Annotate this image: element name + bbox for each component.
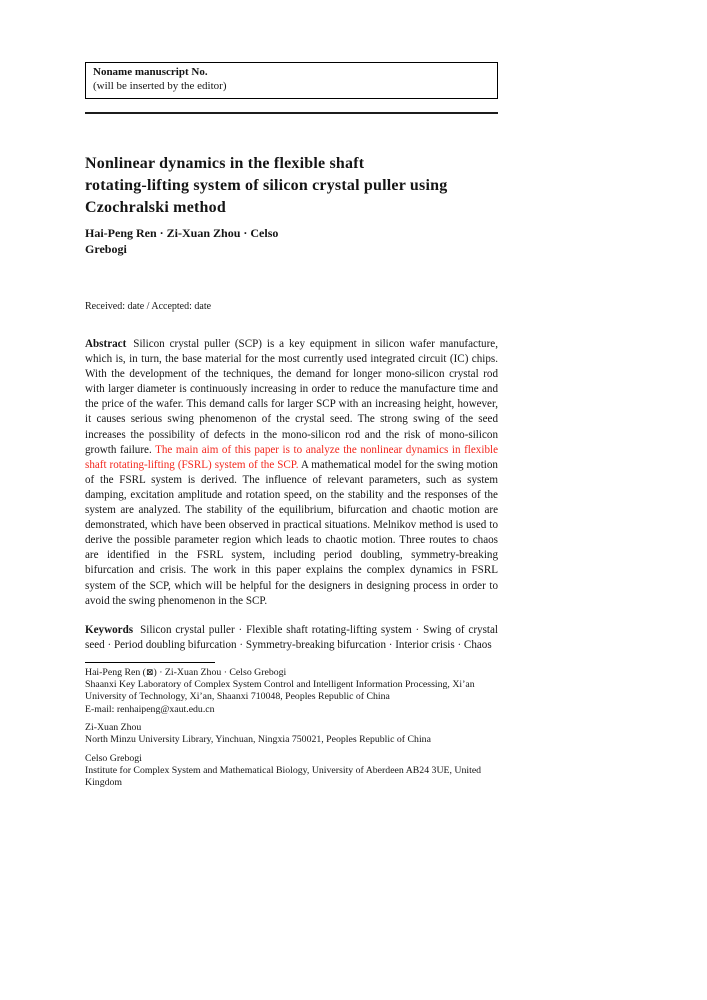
footnote-affiliation: Shaanxi Key Laboratory of Complex System Control and Intelligent Information Processing, Xi’an University of Technology, Xi’an, Shaanxi 710048, Peoples Republic of China <box>85 679 475 703</box>
author-names <box>85 226 498 257</box>
footnote-affiliation: Institute for Complex System and Mathematical Biology, University of Aberdeen AB24 3UE, United Kingdom <box>85 764 482 789</box>
footnotes <box>85 666 498 790</box>
footnote-author-names: Zi-Xuan Zhou <box>85 722 142 734</box>
manuscript-number-line: Noname manuscript No. <box>93 66 208 78</box>
abstract-label: Abstract <box>85 338 127 350</box>
footnote-rule <box>85 662 215 663</box>
footnote-email: E-mail: renhaipeng@xaut.edu.cn <box>85 703 215 715</box>
footnote-author-names: ) · Zi-Xuan Zhou · Celso Grebogi <box>153 666 287 678</box>
author-names-line: Hai-Peng Ren · Zi-Xuan Zhou · Celso <box>85 226 279 240</box>
footnote-author-names: Celso Grebogi <box>85 752 142 764</box>
keywords-section <box>85 623 498 653</box>
editor-note-line: (will be inserted by the editor) <box>93 79 227 92</box>
text-column <box>85 0 498 790</box>
author-names-line: Grebogi <box>85 241 127 256</box>
title-line: rotating-lifting system of silicon crystal puller using <box>85 177 448 194</box>
footnote-corresponding-author <box>85 666 498 716</box>
manuscript-header-box <box>85 62 498 99</box>
title-line: Czochralski method <box>85 199 226 216</box>
footnote-affiliation: North Minzu University Library, Yinchuan, Ningxia 750021, Peoples Republic of China <box>85 734 431 746</box>
footnote-author-line <box>85 666 498 679</box>
paper-title <box>85 153 498 219</box>
received-accepted-line: Received: date / Accepted: date <box>85 301 212 312</box>
keywords-label: Keywords <box>85 623 134 636</box>
title-line: Nonlinear dynamics in the flexible shaft <box>85 155 365 172</box>
footnote-author-3 <box>85 753 498 790</box>
header-rule <box>85 112 498 114</box>
envelope-icon: ⊠ <box>145 666 154 677</box>
keywords-text: Silicon crystal puller · Flexible shaft rotating-lifting system · Swing of crystal seed · Period doubling bifurcation · Symmetry-breaking bifurcation · Interior crisis · Chaos <box>85 623 498 651</box>
abstract-text-part1: Silicon crystal puller (SCP) is a key equipment in silicon wafer manufacture, which is, in turn, the base material for the most currently used integrated circuit (IC) chips. With the development of the techniques, the demand for longer mono-silicon crystal rod with larger diameter is continuously increasing in order to reduce the manufacture time and the price of the wafer. This demand calls for larger SCP with an increasing height, however, it causes serious swing phenomenon of the crystal seed. The strong swing of the seed increases the possibility of defects in the mono-silicon rod and the risk of mono-silicon growth failure. <box>85 338 498 456</box>
abstract-highlighted-sentence: The main aim of this paper is to analyze the nonlinear dynamics in flexible shaft rotating-lifting (FSRL) system of the SCP. <box>85 443 498 471</box>
abstract-text-part2: A mathematical model for the swing motion of the FSRL system is derived. The influence of relevant parameters, such as system damping, excitation amplitude and rotation speed, on the stability and the responses of the system are analyzed. The stability of the equilibrium, bifurcation and chaotic motion are demonstrated, which have been observed in practical situations. Melnikov method is used to derive the possible parameter region which leads to chaotic motion. Three routes to chaos are identified in the FSRL system, including period doubling, symmetry-breaking bifurcation and crisis. The work in this paper explains the complex dynamics in FSRL system of the SCP, which will be helpful for the designers in designing process in order to avoid the swing phenomenon in the SCP. <box>85 458 498 607</box>
abstract-section <box>85 337 498 609</box>
footnote-author-2 <box>85 722 498 747</box>
footnote-author-names: Hai-Peng Ren ( <box>85 666 146 678</box>
